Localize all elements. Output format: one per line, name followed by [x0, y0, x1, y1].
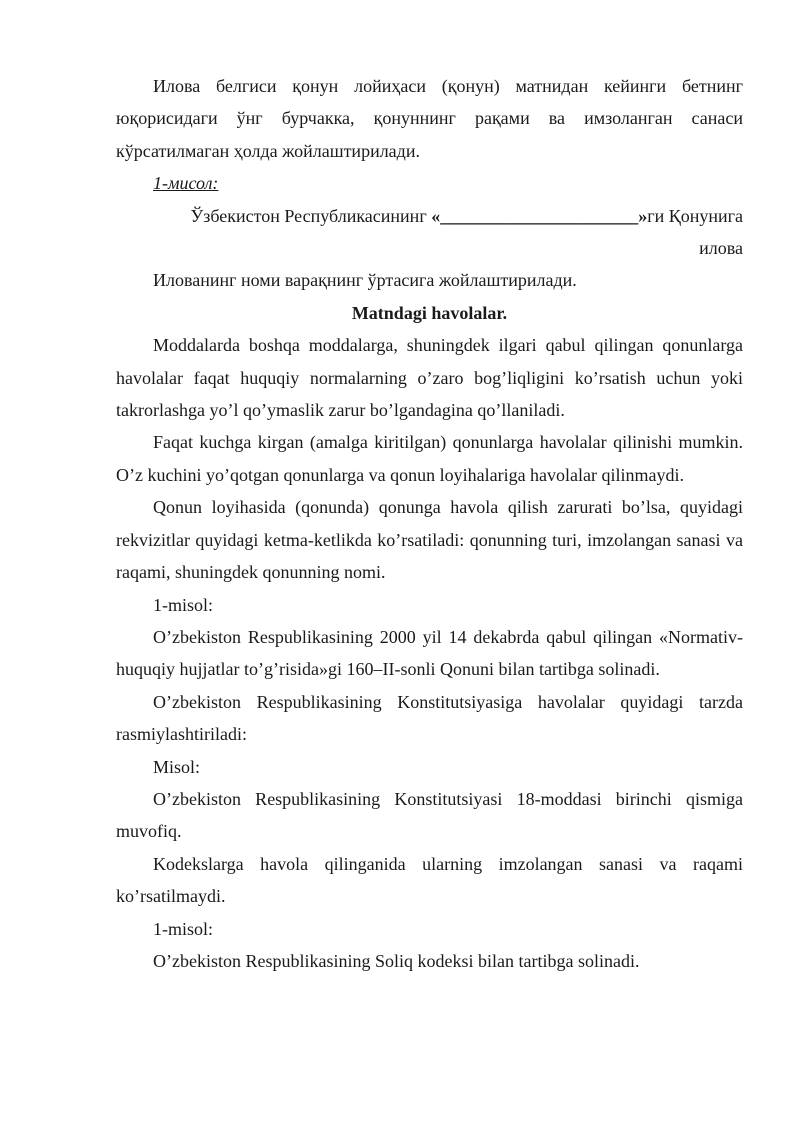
paragraph-annex-mark: Илова белгиси қонун лойиҳаси (қонун) матнидан кейинги бетнинг юқорисидаги ўнг бурчакка, қонуннинг рақами ва имзоланган санаси кўрсатилмаган ҳолда жойлаштирилади. [116, 76, 743, 161]
paragraph-example-law: O’zbekiston Respublikasining 2000 yil 14 dekabrda qabul qilingan «Normativ-huquqiy hujjatlar to’g’risida»gi 160–II-sonli Qonuni bilan tartibga solinadi. [116, 626, 743, 680]
paragraph-annex-title: Илованинг номи варақнинг ўртасига жойлаштирилади. [153, 270, 577, 291]
example-label-3: 1-misol: [153, 918, 214, 939]
paragraph-valid-laws: Faqat kuchga kirgan (amalga kiritilgan) qonunlarga havolalar qilinishi mumkin. O’z kuchini yo’qotgan qonunlarga va qonun loyihalariga havolalar qilinmaydi. [116, 432, 743, 485]
paragraph-example-tax-code: O’zbekiston Respublikasining Soliq kodeksi bilan tartibga solinadi. [153, 950, 640, 971]
paragraph-codes: Kodekslarga havola qilinganida ularning imzolangan sanasi va raqami ko’rsatilmaydi. [116, 853, 743, 907]
paragraph-references-usage: Moddalarda boshqa moddalarga, shuningdek ilgari qabul qilingan qonunlarga havolalar faqat huquqiy normalarning o’zaro bog’liqligini ko’rsatish uchun yoki takrorlashga yo’l qo’ymaslik zarur bo’lgandagina qo’llaniladi. [116, 335, 743, 421]
paragraph-example-constitution: O’zbekiston Respublikasining Konstitutsiyasi 18-moddasi birinchi qismiga muvofiq. [116, 788, 743, 842]
annex-ref-suffix: ги Қонунига [647, 205, 743, 226]
annex-law-reference [116, 200, 743, 232]
section-heading: Matndagi havolalar. [351, 302, 508, 323]
example-label-cyrillic: 1-мисол: [153, 173, 219, 194]
annex-word: илова [699, 238, 743, 259]
example-label-1: 1-misol: [153, 594, 214, 615]
paragraph-requisites: Qonun loyihasida (qonunda) qonunga havola qilish zarurati bo’lsa, quyidagi rekvizitlar quyidagi ketma-ketlikda ko’rsatiladi: qonunning turi, imzolangan sanasi va raqami, shuningdek qonunning nomi. [116, 497, 743, 583]
annex-ref-prefix: Ўзбекистон Республикасининг [190, 205, 432, 226]
paragraph-constitution: O’zbekiston Respublikasining Konstitutsiyasiga havolalar quyidagi tarzda rasmiylashtiriladi: [116, 691, 743, 745]
example-label-2: Misol: [153, 756, 201, 777]
document-page [116, 70, 743, 977]
annex-ref-blank: «______________________» [431, 205, 648, 226]
